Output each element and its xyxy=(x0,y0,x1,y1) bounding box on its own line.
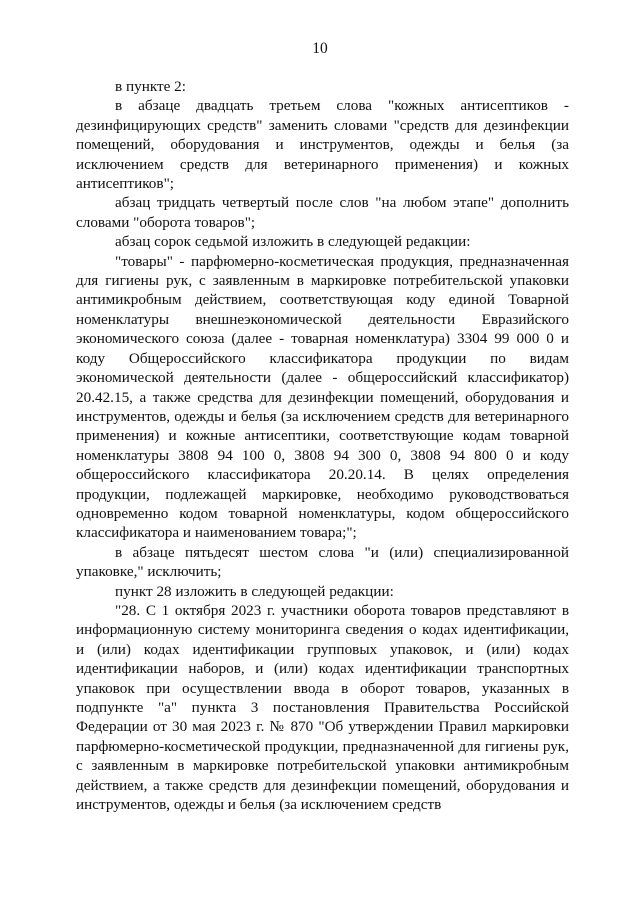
paragraph-goods-definition: "товары" - парфюмерно-косметическая продукция, предназначенная для гигиены рук, с заявленным в маркировке потребительской упаковки антимикробным действием, соответствующая коду единой Товарной номенклатуры внешнеэкономической деятельности Евразийского экономического союза (далее - товарная номенклатура) 3304 99 000 0 и коду Общероссийского классификатора продукции по видам экономической деятельности (далее - общероссийский классификатор) 20.42.15, а также средства для дезинфекции помещений, оборудования и инструментов, одежды и белья (за исключением средств для ветеринарного применения) и кожные антисептики, соответствующие кодам товарной номенклатуры 3808 94 100 0, 3808 94 300 0, 3808 94 800 0 и коду общероссийского классификатора 20.20.14. В целях определения продукции, подлежащей маркировке, необходимо руководствоваться одновременно кодом товарной номенклатуры, кодом общероссийского классификатора и наименованием товара;"; xyxy=(76,252,569,542)
paragraph-point-28-intro: пункт 28 изложить в следующей редакции: xyxy=(115,582,394,600)
paragraph-abzac-47-intro: абзац сорок седьмой изложить в следующей редакции: xyxy=(115,233,471,251)
paragraph-abzac-23: в абзаце двадцать третьем слова "кожных антисептиков - дезинфицирующих средств" заменить словами "средств для дезинфекции помещений, оборудования и инструментов, одежды и белья (за исключением средств для ветеринарного применения) и кожных антисептиков"; xyxy=(76,97,569,193)
paragraph-point-2-intro: в пункте 2: xyxy=(115,78,186,95)
paragraph-abzac-34: абзац тридцать четвертый после слов "на любом этапе" дополнить словами "оборота товаров"; xyxy=(76,194,569,231)
paragraph-abzac-56: в абзаце пятьдесят шестом слова "и (или) специализированной упаковке," исключить; xyxy=(76,543,569,581)
paragraph-point-28-text: "28. С 1 октября 2023 г. участники оборота товаров представляют в информационную систему мониторинга сведения о кодах идентификации, и (или) кодах идентификации групповых упаковок, и (или) кодах идентификации наборов, и (или) кодах идентификации транспортных упаковок при осуществлении ввода в оборот товаров, указанных в подпункте "а" пункта 3 постановления Правительства Российской Федерации от 30 мая 2023 г. № 870 "Об утверждении Правил маркировки парфюмерно-косметической продукции, предназначенной для гигиены рук, с заявленным в маркировке потребительской упаковки антимикробным действием, а также средств для дезинфекции помещений, оборудования и инструментов, одежды и белья (за исключением средств xyxy=(76,601,569,814)
document-body xyxy=(76,77,569,814)
page-number: 10 xyxy=(312,40,328,57)
